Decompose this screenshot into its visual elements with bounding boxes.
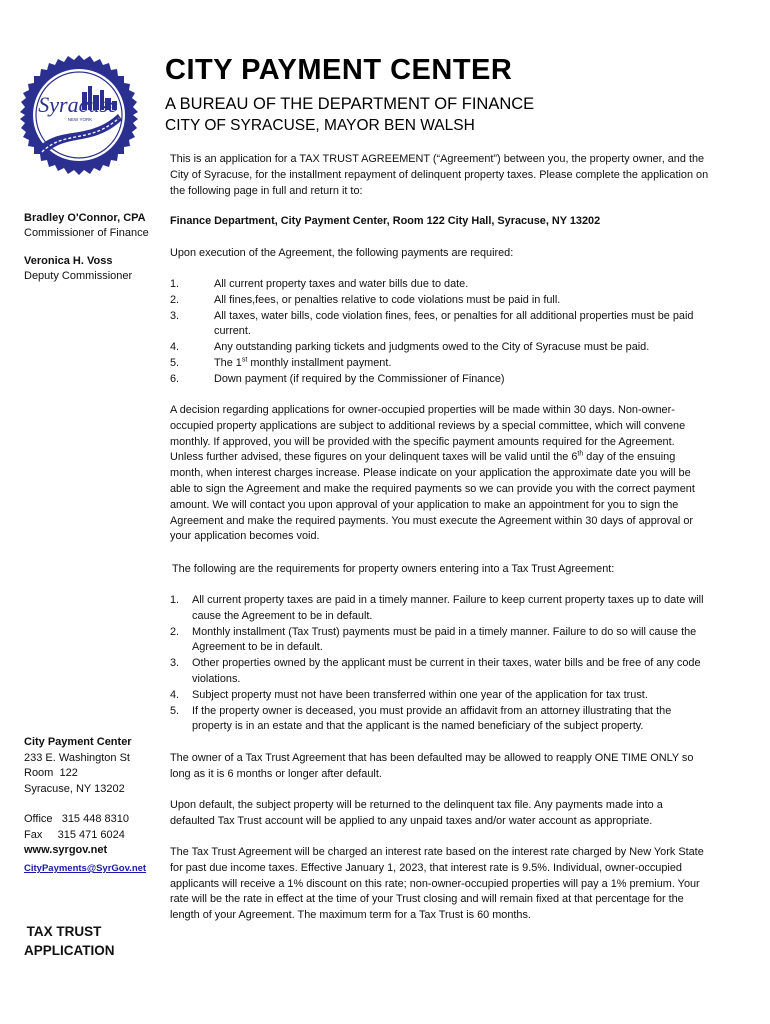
contact-title: City Payment Center [24, 736, 132, 748]
list-text: Down payment (if required by the Commissioner of Finance) [214, 372, 505, 385]
list-number: 1. [170, 278, 180, 290]
contact-block [24, 735, 132, 859]
intro-paragraph: This is an application for a TAX TRUST AGREEMENT (“Agreement”) between you, the property owner, and the City of Syracuse, for the installment repayment of delinquent property taxes. Please complete the application on the following page in full and return it to: [170, 153, 709, 197]
list-number: 5. [170, 704, 180, 717]
list-number: 2. [170, 625, 180, 638]
list-text: Other properties owned by the applicant must be current in their taxes, water bills and be free of any code violations. [192, 657, 701, 685]
list-number: 4. [170, 688, 180, 701]
list-number: 5. [170, 356, 180, 369]
list-text: Any outstanding parking tickets and judgments owed to the City of Syracuse must be paid. [214, 341, 650, 354]
fax-number: Fax 315 471 6024 [24, 828, 125, 841]
list-text: Subject property must not have been transferred within one year of the application for tax trust. [192, 688, 648, 701]
list-text: All taxes, water bills, code violation fines, fees, or penalties for all additional properties must be paid current. [214, 309, 694, 338]
list-item [170, 688, 710, 704]
payments-list [170, 277, 710, 388]
address-line-3: Syracuse, NY 13202 [24, 782, 125, 795]
list-number: 4. [170, 341, 180, 354]
list-item [170, 372, 710, 388]
decision-sup: th [577, 450, 584, 458]
list-item [170, 625, 710, 657]
list-item [170, 593, 710, 625]
deputy-title: Deputy Commissioner [24, 270, 133, 282]
list-number: 6. [170, 372, 180, 385]
seal-subtext: NEW YORK [67, 117, 93, 122]
list-text-pre: The 1 [214, 356, 242, 369]
decision-text-post: day of the ensuing month, when interest charges increase. Please indicate on your application the approximate date you will be able to sign the Agreement and make the required payments so we can provide you with the correct payment amount. We will contact you upon approval of your application to make an appointment for you to sign the Agreement and make the required payments. You must execute the Agreement within 30 days of approval or your application becomes void. [170, 451, 695, 543]
decision-paragraph [170, 403, 710, 545]
city-subtitle: CITY OF SYRACUSE, MAYOR BEN WALSH [165, 117, 475, 134]
commissioner-title: Commissioner of Finance [24, 227, 149, 239]
list-text: Monthly installment (Tax Trust) payments must be paid in a timely manner. Failure to do so will cause the Agreement to be in default. [192, 625, 697, 654]
upon-default-paragraph: Upon default, the subject property will be returned to the delinquent tax file. Any payments made into a defaulted Tax Trust account will be applied to any unpaid taxes and/or water account as appropriate. [170, 799, 663, 827]
bureau-subtitle: A BUREAU OF THE DEPARTMENT OF FINANCE [165, 95, 535, 113]
address-line-1: 233 E. Washington St [24, 751, 130, 764]
requirements-intro: The following are the requirements for property owners entering into a Tax Trust Agreement: [172, 563, 615, 575]
list-text: All current property taxes and water bills due to date. [214, 278, 469, 290]
list-item [170, 277, 710, 293]
list-item [170, 340, 710, 356]
list-text-post: monthly installment payment. [247, 356, 392, 369]
list-number: 3. [170, 657, 180, 670]
list-item [170, 356, 710, 372]
deputy-name: Veronica H. Voss [24, 255, 113, 267]
tax-trust-line2: APPLICATION [24, 943, 115, 958]
list-number: 3. [170, 309, 180, 322]
list-item [170, 704, 710, 736]
city-seal-logo [18, 54, 140, 176]
interest-paragraph: The Tax Trust Agreement will be charged an interest rate based on the interest rate charged by New York State for past due income taxes. Effective January 1, 2023, that interest rate is 9.5%. Individual, owner-occupied applicants will receive a 1% discount on this rate; non-owner-occupied properties will pay a 1% premium. Your rate will be the rate in effect at the time of your Trust closing and will remain fixed at that percentage for the length of your Agreement. The maximum term for a Tax Trust is 60 months. [170, 846, 704, 922]
commissioner-name: Bradley O'Connor, CPA [24, 212, 146, 224]
list-text-sup: st [241, 356, 248, 364]
list-number: 1. [170, 594, 180, 606]
reapply-paragraph: The owner of a Tax Trust Agreement that has been defaulted may be allowed to reapply ONE TIME ONLY so long as it is 6 months or longer after default. [170, 752, 694, 780]
tax-trust-application-title [24, 922, 115, 960]
spacer [24, 797, 132, 812]
tax-trust-line1: TAX TRUST [26, 924, 102, 939]
list-item [170, 309, 710, 341]
decision-text-pre: A decision regarding applications for owner-occupied properties will be made within 30 days. Non-owner-occupied property applications are subject to additional reviews by a special committee, which will convene monthly. If approved, you will be provided with the specific payment amounts required for the Agreement. Unless further advised, these figures on your delinquent taxes will be valid until the 6 [170, 404, 686, 464]
return-address: Finance Department, City Payment Center, Room 122 City Hall, Syracuse, NY 13202 [170, 215, 601, 227]
list-item [170, 656, 710, 688]
list-text [214, 356, 710, 372]
list-text: All fines,fees, or penalties relative to code violations must be paid in full. [214, 293, 561, 306]
website-link[interactable]: www.syrgov.net [24, 844, 108, 856]
address-line-2: Room 122 [24, 767, 78, 779]
seal-text: Syracuse [38, 92, 118, 117]
payments-intro: Upon execution of the Agreement, the following payments are required: [170, 247, 514, 259]
office-phone: Office 315 448 8310 [24, 813, 129, 825]
list-text: If the property owner is deceased, you must provide an affidavit from an attorney illustrating that the property is in an estate and that the applicant is the named beneficiary of the subject property. [192, 704, 672, 733]
list-text: All current property taxes are paid in a timely manner. Failure to keep current property taxes up to date will cause the Agreement to be in default. [192, 594, 704, 622]
list-number: 2. [170, 293, 180, 306]
requirements-list [170, 593, 710, 735]
list-item [170, 293, 710, 309]
page-title: CITY PAYMENT CENTER [165, 54, 513, 86]
email-link[interactable]: CityPayments@SyrGov.net [24, 863, 147, 874]
